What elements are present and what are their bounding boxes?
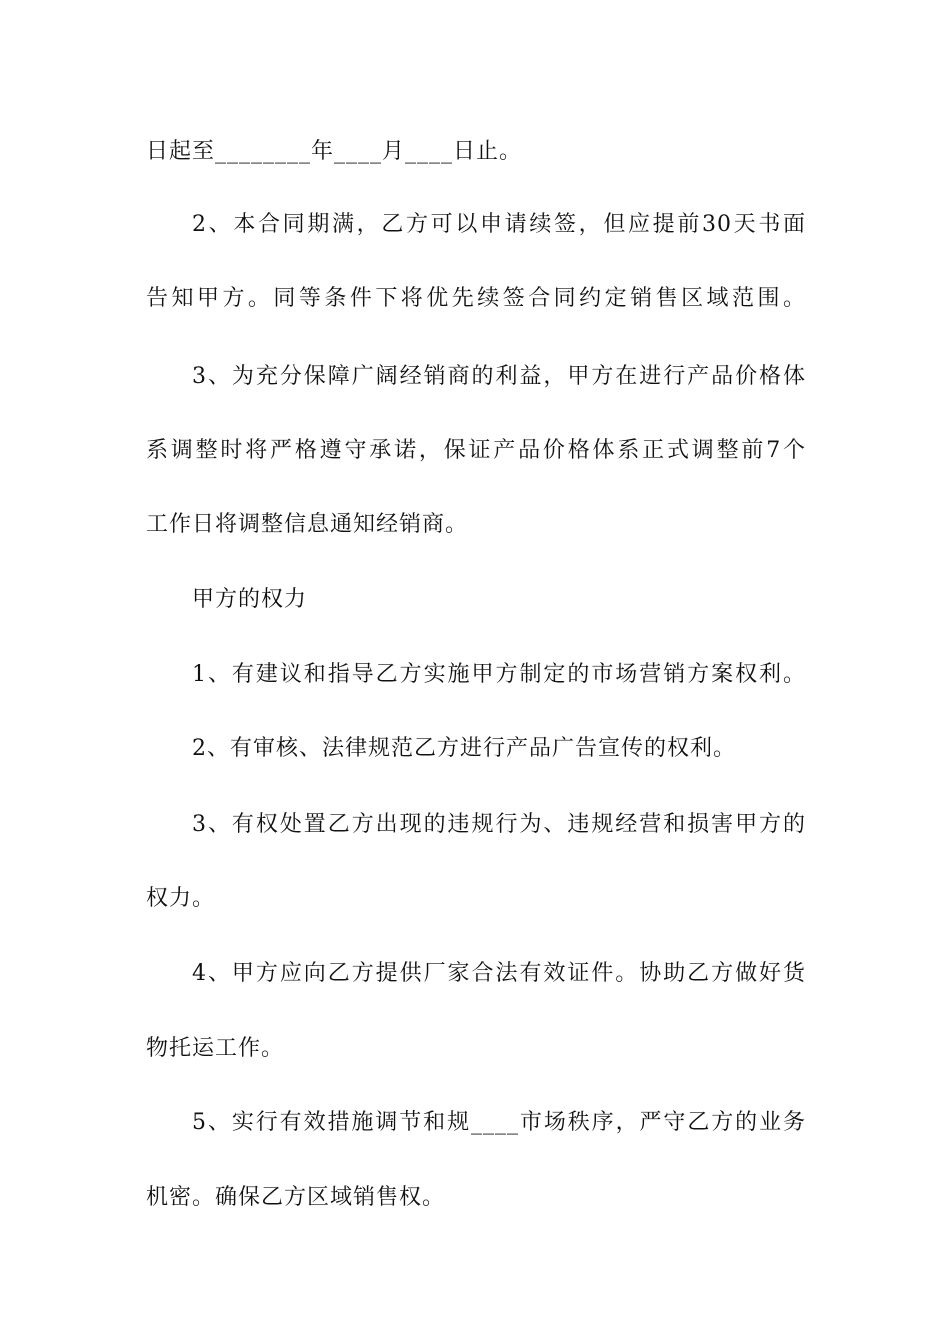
text-line-1: 日起至________年____月____日止。 <box>146 139 523 164</box>
text-line-11: 权力。 <box>146 886 216 911</box>
text-line-4: 3、为充分保障广阔经销商的利益，甲方在进行产品价格体 <box>192 364 806 389</box>
text-line-15: 机密。确保乙方区域销售权。 <box>146 1185 446 1210</box>
text-line-12: 4、甲方应向乙方提供厂家合法有效证件。协助乙方做好货 <box>192 961 806 986</box>
text-line-5: 系调整时将严格遵守承诺，保证产品价格体系正式调整前7个 <box>146 438 806 463</box>
text-line-9: 2、有审核、法律规范乙方进行产品广告宣传的权利。 <box>192 736 736 761</box>
text-line-14: 5、实行有效措施调节和规____市场秩序，严守乙方的业务 <box>192 1110 806 1135</box>
text-line-6: 工作日将调整信息通知经销商。 <box>146 512 469 537</box>
text-line-2: 2、本合同期满，乙方可以申请续签，但应提前30天书面 <box>192 212 806 237</box>
text-line-13: 物托运工作。 <box>146 1036 285 1061</box>
text-line-10: 3、有权处置乙方出现的违规行为、违规经营和损害甲方的 <box>192 812 806 837</box>
text-line-3: 告知甲方。同等条件下将优先续签合同约定销售区域范围。 <box>146 286 806 311</box>
text-line-8: 1、有建议和指导乙方实施甲方制定的市场营销方案权利。 <box>192 662 806 687</box>
section-heading: 甲方的权力 <box>192 587 308 612</box>
